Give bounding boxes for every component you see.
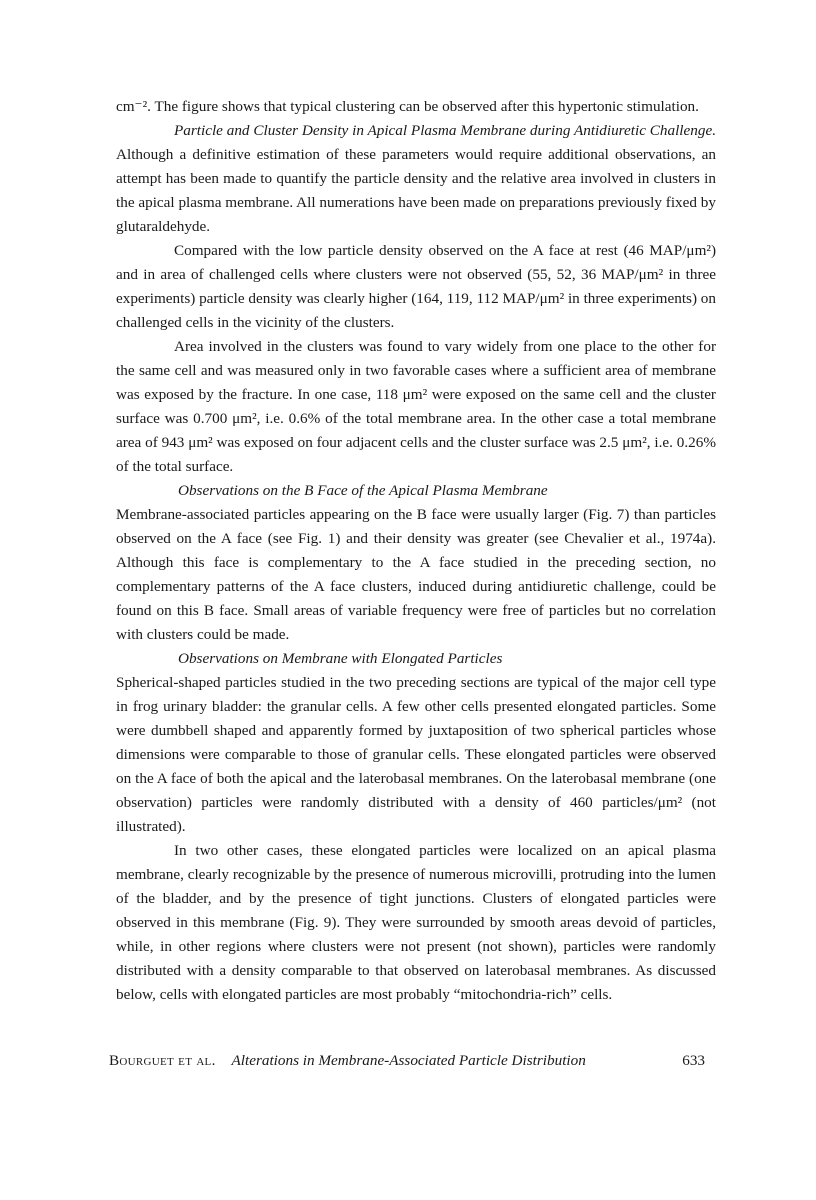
page-number: 633	[682, 1052, 705, 1069]
page-footer	[109, 1052, 723, 1070]
paragraph: In two other cases, these elongated particles were localized on an apical plasma membrane, clearly recognizable by the presence of numerous microvilli, protruding into the lumen of the bladder, and by the presence of tight junctions. Clusters of elongated particles were observed in this membrane (Fig. 9). They were surrounded by smooth areas devoid of particles, while, in other regions where clusters were not present (not shown), particles were randomly distributed with a density comparable to that observed on laterobasal membranes. As discussed below, cells with elongated particles are most probably “mitochondria-rich” cells.	[116, 842, 716, 1003]
paragraph	[116, 119, 716, 239]
footer-running-title: Alterations in Membrane-Associated Particle Distribution	[231, 1052, 586, 1069]
paragraph: Membrane-associated particles appearing on the B face were usually larger (Fig. 7) than particles observed on the A face (see Fig. 1) and their density was greater (see Chevalier et al., 1974a). Although this face is complementary to the A face studied in the preceding section, no complementary patterns of the A face clusters, induced during antidiuretic challenge, could be found on this B face. Small areas of variable frequency were free of particles but no correlation with clusters could be made.	[116, 506, 716, 643]
page-body	[116, 95, 716, 1007]
run-in-heading: Particle and Cluster Density in Apical Plasma Membrane during Antidiuretic Challenge.	[174, 122, 716, 139]
footer-authors: Bourguet et al.	[109, 1052, 216, 1069]
paragraph: Spherical-shaped particles studied in the two preceding sections are typical of the major cell type in frog urinary bladder: the granular cells. A few other cells presented elongated particles. Some were dumbbell shaped and apparently formed by juxtaposition of two spherical particles whose dimensions were comparable to those of granular cells. These elongated particles were observed on the A face of both the apical and the laterobasal membranes. On the laterobasal membrane (one observation) particles were randomly distributed with a density of 460 particles/μm² (not illustrated).	[116, 674, 716, 835]
paragraph-text: Although a definitive estimation of these parameters would require additional observations, an attempt has been made to quantify the particle density and the relative area involved in clusters in the apical plasma membrane. All numerations have been made on preparations previously fixed by glutaraldehyde.	[116, 146, 716, 235]
paragraph: cm⁻². The figure shows that typical clustering can be observed after this hypertonic stimulation.	[116, 98, 699, 115]
section-heading: Observations on the B Face of the Apical Plasma Membrane	[178, 482, 548, 499]
paragraph: Compared with the low particle density observed on the A face at rest (46 MAP/μm²) and in area of challenged cells where clusters were not observed (55, 52, 36 MAP/μm² in three experiments) particle density was clearly higher (164, 119, 112 MAP/μm² in three experiments) on challenged cells in the vicinity of the clusters.	[116, 242, 716, 331]
section-heading: Observations on Membrane with Elongated Particles	[178, 650, 503, 667]
paragraph: Area involved in the clusters was found to vary widely from one place to the other for the same cell and was measured only in two favorable cases where a sufficient area of membrane was exposed by the fracture. In one case, 118 μm² were exposed on the same cell and the cluster surface was 0.700 μm², i.e. 0.6% of the total membrane area. In the other case a total membrane area of 943 μm² was exposed on four adjacent cells and the cluster surface was 2.5 μm², i.e. 0.26% of the total surface.	[116, 338, 716, 475]
